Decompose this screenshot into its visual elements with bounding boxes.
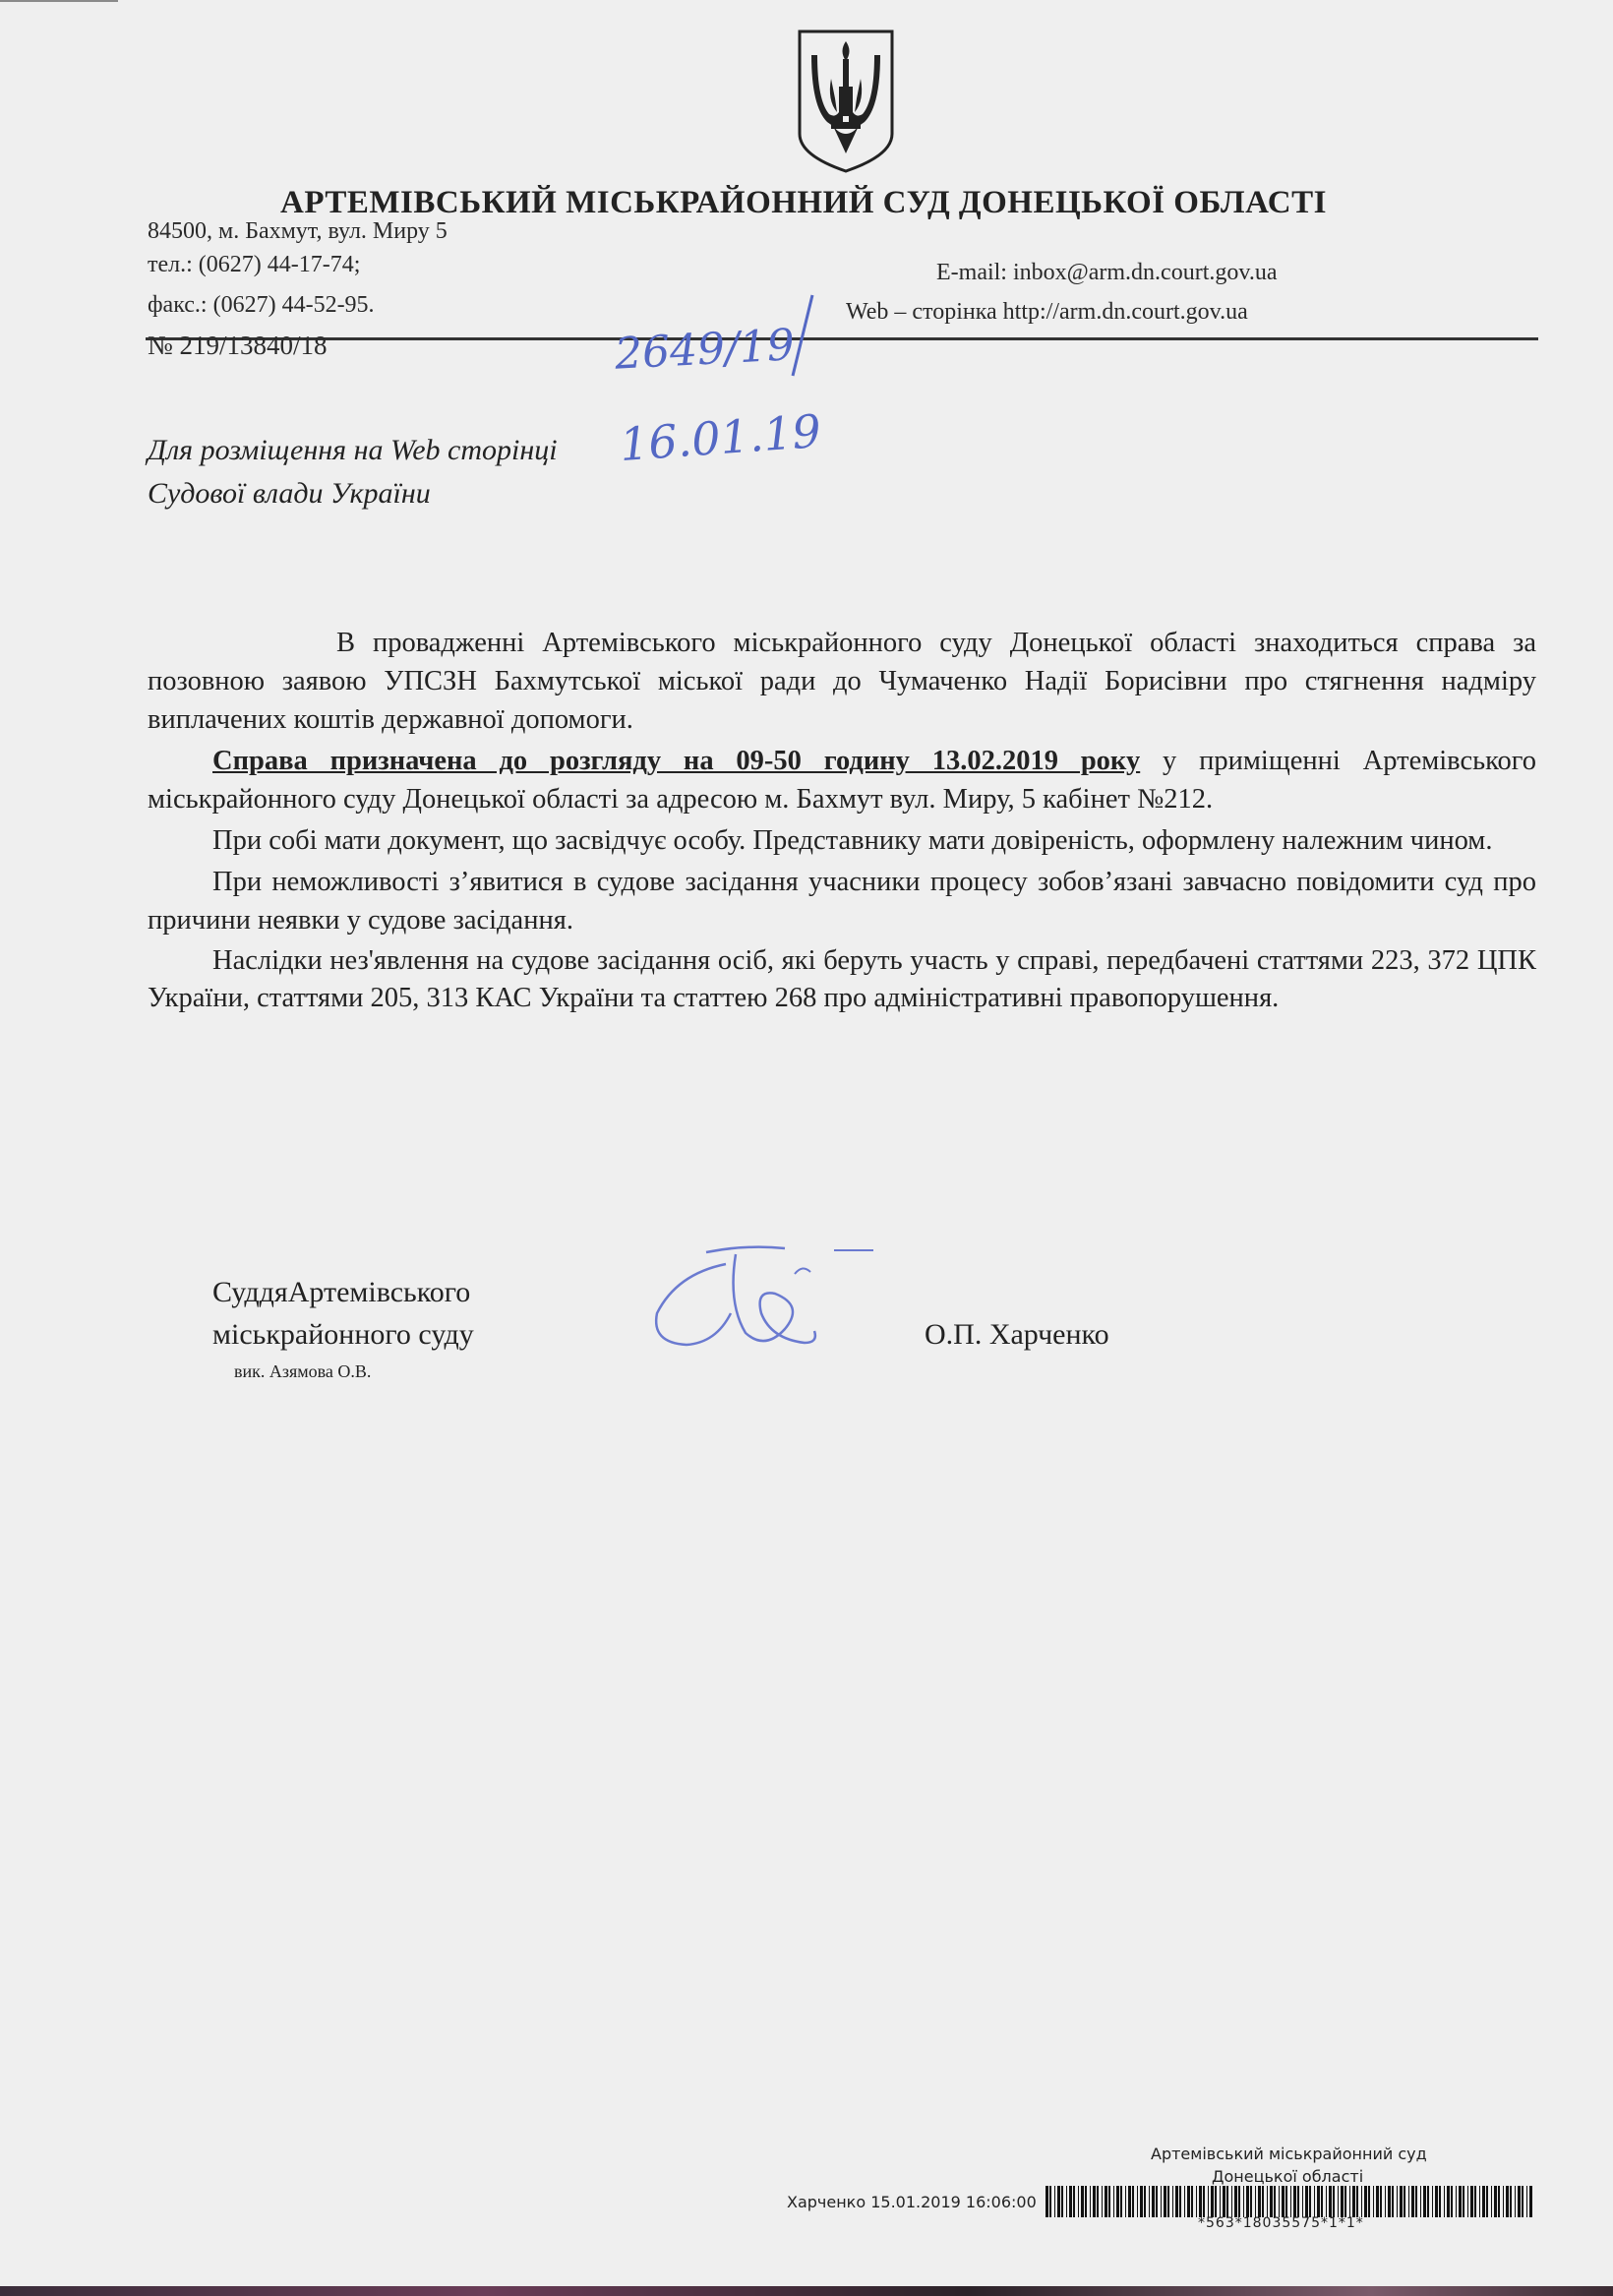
document-number: № 219/13840/18 bbox=[148, 331, 328, 360]
court-name: АРТЕМІВСЬКИЙ МІСЬКРАЙОННИЙ СУД ДОНЕЦЬКОЇ ОБЛАСТІ bbox=[280, 185, 1327, 220]
court-web: Web – сторінка http://arm.dn.court.gov.ua bbox=[846, 299, 1248, 325]
barcode-text: *563*18035575*1*1* bbox=[1198, 2215, 1364, 2227]
registration-stamp-org-line-2: Донецької області bbox=[1212, 2167, 1364, 2186]
registration-stamp-info: Харченко 15.01.2019 16:06:00 bbox=[787, 2193, 1037, 2211]
paragraph-documents: При собі мати документ, що засвідчує особу. Представнику мати довіреність, оформлену належним чином. bbox=[212, 825, 1493, 856]
court-phone: тел.: (0627) 44-17-74; bbox=[148, 252, 361, 277]
header-divider bbox=[146, 337, 1538, 340]
paragraph-proceedings: В провадженні Артемівського міськрайонного суду Донецької області знаходиться справа за позовною заявою УПСЗН Бахмутської міської ради до Чумаченко Надії Борисівни про стягнення надміру виплачених коштів державної допомоги. bbox=[148, 628, 1536, 735]
addressee bbox=[148, 429, 558, 515]
paragraph-absence-notice: При неможливості з’явитися в судове засідання учасники процесу зобов’язані завчасно повідомити суд про причини неявки у судове засідання. bbox=[148, 867, 1536, 936]
judge-name: О.П. Харченко bbox=[925, 1318, 1109, 1351]
court-address: 84500, м. Бахмут, вул. Миру 5 bbox=[148, 218, 448, 244]
letter-body bbox=[148, 624, 1536, 1020]
scan-edge-mark bbox=[0, 0, 118, 2]
hearing-location: у приміщенні Артемівського міськрайонного суду Донецької області за адресою м. Бахмут вул. Миру, 5 кабінет №212. bbox=[148, 746, 1536, 815]
paragraph-consequences: Наслідки нез'явлення на судове засідання осіб, які беруть участь у справі, передбачені статтями 223, 372 ЦПК України, статтями 205, 313 КАС України та статтею 268 про адміністративні правопорушення. bbox=[148, 945, 1536, 1013]
hearing-date-highlight: Справа призначена до розгляду на 09-50 годину 13.02.2019 року bbox=[212, 746, 1141, 776]
addressee-line-2: Судової влади України bbox=[148, 477, 431, 510]
signatory-title bbox=[212, 1271, 474, 1356]
signatory-title-line-1: СуддяАртемівського bbox=[212, 1276, 471, 1308]
addressee-line-1: Для розміщення на Web сторінці bbox=[148, 434, 558, 466]
barcode-icon bbox=[1045, 2186, 1534, 2217]
paragraph-hearing bbox=[148, 742, 1536, 818]
signatory-title-line-2: міськрайонного суду bbox=[212, 1318, 474, 1351]
registration-stamp-org-line-1: Артемівський міськрайонний суд bbox=[1151, 2145, 1427, 2163]
handwritten-registration-number: 2649/19 bbox=[613, 320, 797, 380]
trident-coat-of-arms-icon bbox=[792, 28, 900, 175]
court-email: E-mail: inbox@arm.dn.court.gov.ua bbox=[936, 260, 1278, 285]
court-fax: факс.: (0627) 44-52-95. bbox=[148, 292, 375, 318]
handwritten-slash bbox=[787, 291, 816, 380]
executor-note: вик. Азямова О.В. bbox=[234, 1361, 372, 1381]
handwritten-date-note: 16.01.19 bbox=[618, 403, 823, 472]
scan-bottom-edge bbox=[0, 2286, 1613, 2296]
handwritten-signature bbox=[637, 1235, 932, 1362]
